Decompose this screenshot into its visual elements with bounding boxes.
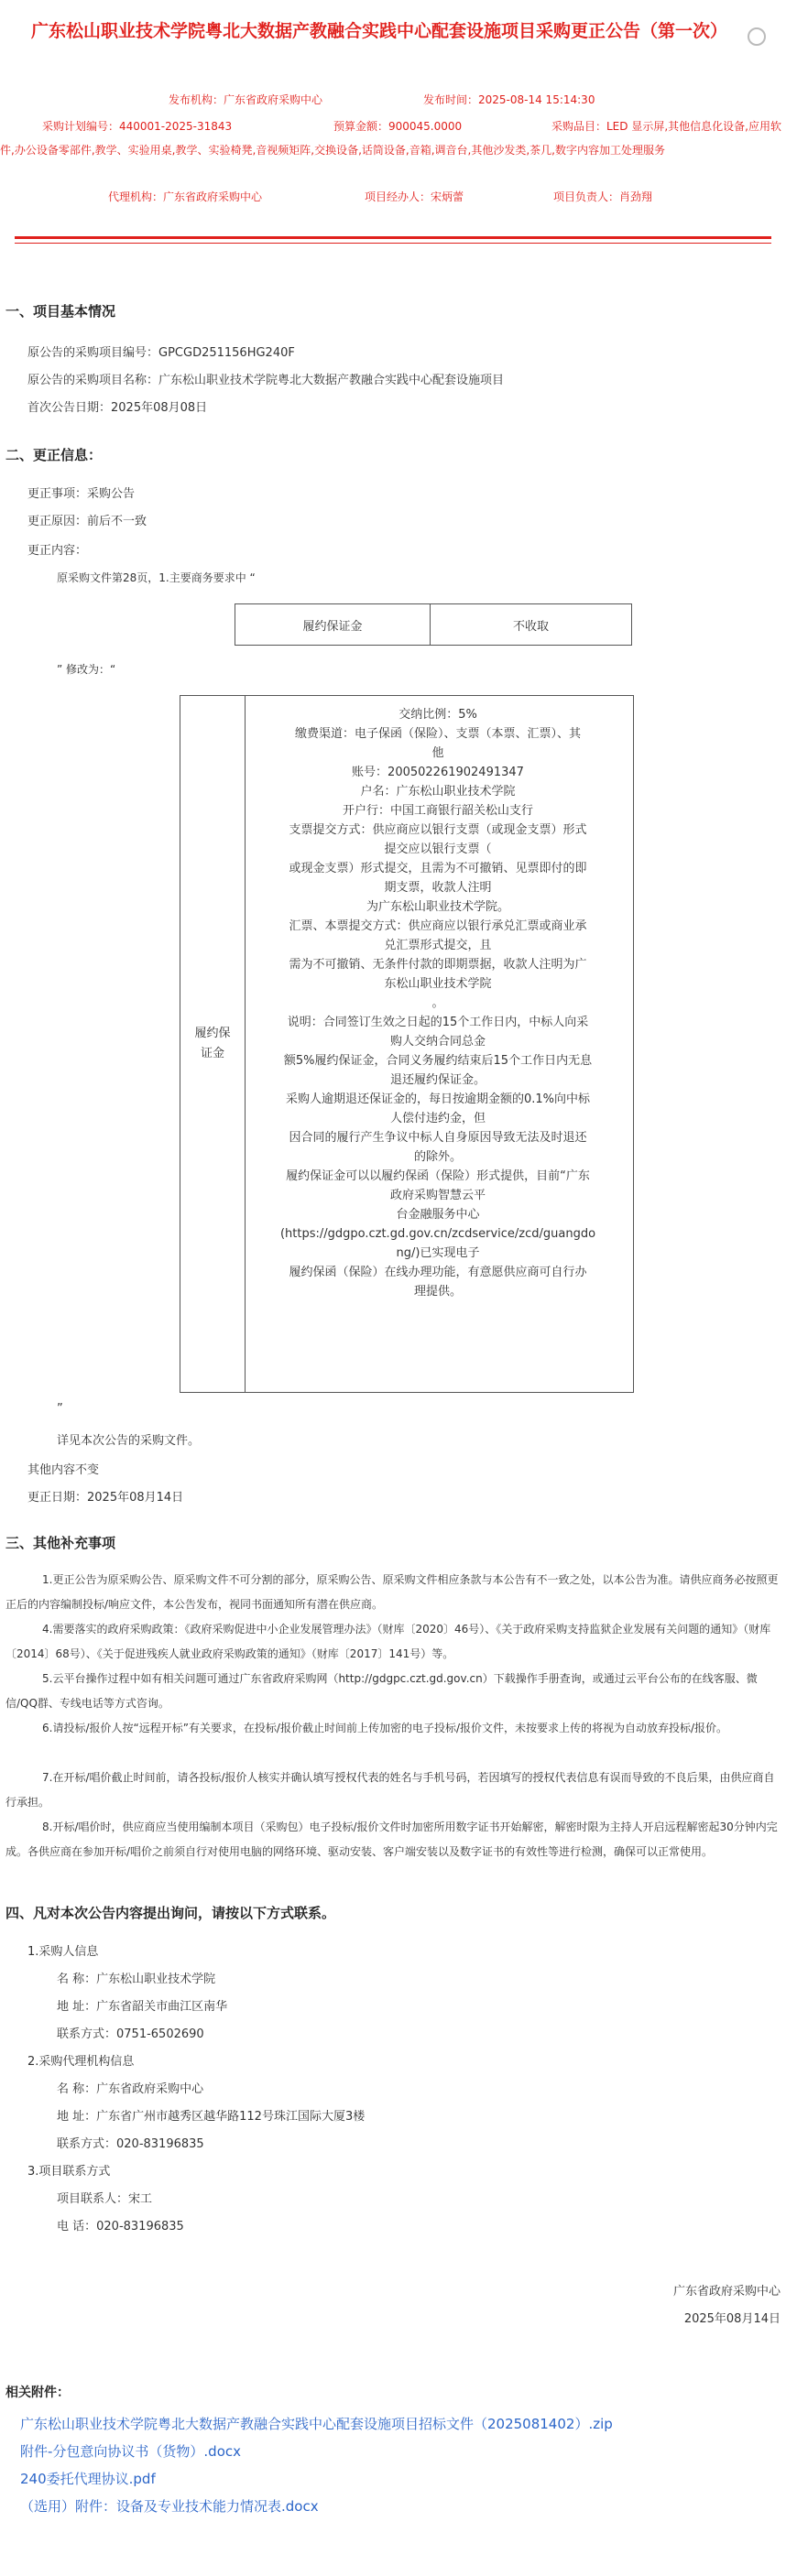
table2-line: ng/)已实现电子 — [396, 1246, 480, 1260]
table2-line: 履约保证金可以以履约保函（保险）形式提供，目前“广东 — [286, 1169, 590, 1183]
section-1-title: 一、项目基本情况 — [5, 303, 116, 320]
attachment-link[interactable]: 240委托代理协议.pdf — [20, 2471, 156, 2487]
change-content-label: 更正内容： — [27, 544, 88, 558]
supplement-para-1: 1.更正公告为原采购公告、原采购文件不可分割的部分，原采购公告、原采购文件相应条款与本公告有不一致之处，以本公告为准。请供应商务必按照更正后的内容编制投标/响应文件，本公告发布，视同书面通知所有潜在供应商。 — [5, 1573, 779, 1611]
share-icon[interactable] — [748, 27, 766, 46]
plan-no: 采购计划编号：440001-2025-31843 — [42, 120, 233, 133]
agency-phone: 联系方式：020-83196835 — [57, 2137, 204, 2151]
supplement-para-8: 8.开标/唱价时，供应商应当使用编制本项目（采购包）电子投标/报价文件时加密所用数字证书开始解密，解密时限为主持人开启远程解密起30分钟内完成。各供应商在参加开标/唱价之前须自行对使用电脑的网络环境、驱动安装、客户端安装以及数字证书的有效性等进行检测，确保可以正常使用。 — [5, 1821, 778, 1858]
table2-line: 购人交纳合同总金 — [389, 1035, 486, 1049]
table2-line: 采购人逾期退还保证金的，每日按逾期金额的0.1%向中标 — [285, 1092, 591, 1106]
changed-to: ” 修改为：“ — [57, 663, 116, 676]
table2-line: 台金融服务中心 — [396, 1208, 480, 1222]
attachment-link[interactable]: （选用）附件：设备及专业技术能力情况表.docx — [20, 2498, 319, 2515]
table1-value: 不收取 — [431, 604, 632, 646]
agency-title: 2.采购代理机构信息 — [27, 2055, 135, 2069]
publish-time: 发布时间：2025-08-14 15:14:30 — [423, 93, 595, 106]
see-doc: 详见本次公告的采购文件。 — [57, 1434, 201, 1448]
table2-label-cell — [180, 696, 246, 1392]
table2-line: 需为不可撤销、无条件付款的即期票据，收款人注明为广 — [289, 958, 587, 972]
table2-line: 政府采购智慧云平 — [389, 1189, 486, 1202]
budget: 预算金额：900045.0000 — [333, 120, 463, 133]
agent: 代理机构：广东省政府采购中心 — [108, 190, 263, 203]
publish-org: 发布机构：广东省政府采购中心 — [169, 93, 323, 106]
red-divider-thin — [15, 243, 771, 244]
table2-line: 或现金支票）形式提交，且需为不可撤销、见票即付的即 — [289, 862, 587, 875]
page-title: 广东松山职业技术学院粤北大数据产教融合实践中心配套设施项目采购更正公告（第一次） — [30, 21, 727, 41]
agency-name: 名 称：广东省政府采购中心 — [57, 2082, 204, 2096]
attachment-link[interactable]: 广东松山职业技术学院粤北大数据产教融合实践中心配套设施项目招标文件（2025081402）.zip — [20, 2416, 613, 2432]
table2-content — [246, 705, 630, 1301]
category: 采购品目：LED 显示屏,其他信息化设备,应用软件,办公设备零部件,教学、实验用桌,教学、实验椅凳,音视频矩阵,交换设备,话筒设备,音箱,调音台,其他沙发类,茶几,数字内容加工处理服务 — [0, 120, 781, 157]
agency-address: 地 址：广东省广州市越秀区越华路112号珠江国际大厦3楼 — [57, 2110, 366, 2124]
attachments-title: 相关附件： — [5, 2386, 70, 2400]
handler: 项目经办人：宋炳蕾 — [365, 190, 464, 203]
orig-project-name: 原公告的采购项目名称：广东松山职业技术学院粤北大数据产教融合实践中心配套设施项目 — [27, 374, 505, 387]
red-divider — [15, 236, 771, 239]
sign-date: 2025年08月14日 — [683, 2312, 781, 2326]
section-2-title: 二、更正信息： — [5, 447, 103, 463]
table2-line: 期支票，收款人注明 — [384, 881, 492, 895]
purchaser-title: 1.采购人信息 — [27, 1945, 99, 1959]
change-reason: 更正原因：前后不一致 — [27, 515, 147, 528]
supplement-para-5: 5.云平台操作过程中如有相关问题可通过广东省政府采购网（http://gdgpc.czt.gd.gov.cn）下载操作手册查询，或通过云平台公布的在线客服、微信/QQ群、专线电话等方式咨询。 — [5, 1672, 758, 1710]
orig-project-no: 原公告的采购项目编号：GPCGD251156HG240F — [27, 346, 295, 360]
table1-label: 履约保证金 — [235, 604, 431, 646]
project-contact-phone: 电 话：020-83196835 — [57, 2220, 184, 2234]
original-table — [235, 603, 632, 646]
table2-line: (https://gdgpo.czt.gd.gov.cn/zcdservice/zcd/guangdo — [279, 1227, 596, 1241]
project-contact-person: 项目联系人：宋工 — [57, 2192, 153, 2206]
table2-line: 交纳比例：5% — [398, 708, 477, 722]
table2-line: 兑汇票形式提交，且 — [384, 939, 492, 952]
original-intro: 原采购文件第28页，1.主要商务要求中 “ — [57, 571, 256, 584]
table2-line: 额5%履约保证金，合同义务履约结束后15个工作日内无息 — [283, 1054, 593, 1068]
table2-line: 退还履约保证金。 — [389, 1073, 486, 1087]
table2-line: 为广东松山职业技术学院。 — [366, 900, 509, 914]
table2-line: 人偿付违约金，但 — [389, 1112, 486, 1125]
updated-table — [180, 695, 634, 1393]
project-contact-title: 3.项目联系方式 — [27, 2165, 111, 2179]
table2-line: 说明：合同签订生效之日起的15个工作日内，中标人向采 — [287, 1016, 589, 1029]
close-quote: ” — [57, 1402, 63, 1416]
table2-line: 履约保函（保险）在线办理功能，有意愿供应商可自行办 — [289, 1266, 587, 1279]
section-3-title: 三、其他补充事项 — [5, 1535, 116, 1551]
table2-line: 缴费渠道：电子保函（保险）、支票（本票、汇票）、其 — [294, 727, 581, 741]
table2-line: 理提供。 — [413, 1285, 462, 1299]
table2-line: 账号：2005022619024913​47 — [352, 766, 524, 779]
first-publish-date: 首次公告日期：2025年08月08日 — [27, 401, 208, 415]
section-4-title: 四、凡对本次公告内容提出询问，请按以下方式联系。 — [5, 1905, 336, 1921]
table2-line: 因合同的履行产生争议中标人自身原因导致无法及时退还 — [289, 1131, 587, 1145]
supplement-para-6: 6.请投标/报价人按“远程开标”有关要求，在投标/报价截止时间前上传加密的电子投标/报价文件，未按要求上传的将视为自动放弃投标/报价。 — [42, 1722, 728, 1734]
purchaser-phone: 联系方式：0751-6502690 — [57, 2027, 204, 2041]
table2-line: 。 — [431, 996, 444, 1010]
purchaser-name: 名 称：广东松山职业技术学院 — [57, 1973, 216, 1986]
table2-line: 东松山职业技术学院 — [384, 977, 492, 991]
purchaser-address: 地 址：广东省韶关市曲江区南华 — [57, 2000, 228, 2014]
table2-line: 汇票、本票提交方式：供应商应以银行承兑汇票或商业承 — [289, 919, 587, 933]
supplement-para-7: 7.在开标/唱价截止时间前，请各投标/报价人核实并确认填写授权代表的姓名与手机号码，若因填写的授权代表信息有误而导致的不良后果，由供应商自行承担。 — [5, 1771, 775, 1809]
table2-line: 户名：广东松山职业技术学院 — [360, 785, 516, 799]
sign-org: 广东省政府采购中心 — [672, 2285, 781, 2299]
other-unchanged: 其他内容不变 — [27, 1463, 100, 1477]
change-item: 更正事项：采购公告 — [27, 487, 136, 501]
table2-line: 提交应以银行支票（ — [384, 842, 492, 856]
table2-label: 履约保证金 — [194, 1027, 231, 1060]
table2-line: 开户行：中国工商银行韶关松山支行 — [342, 804, 533, 818]
change-date: 更正日期：2025年08月14日 — [27, 1491, 184, 1505]
attachment-link[interactable]: 附件-分包意向协议书（货物）.docx — [20, 2443, 242, 2460]
supplement-para-4: 4.需要落实的政府采购政策：《政府采购促进中小企业发展管理办法》（财库〔2020〕46号）、《关于政府采购支持监狱企业发展有关问题的通知》（财库〔2014〕68号）、《关于促进残疾人就业政府采购政策的通知》（财库〔2017〕141号）等。 — [5, 1623, 771, 1660]
table2-line: 他 — [431, 746, 444, 760]
table2-line: 的除外。 — [413, 1150, 462, 1164]
table2-line: 支票提交方式：供应商应以银行支票（或现金支票）形式 — [289, 823, 587, 837]
leader: 项目负责人：肖劲翔 — [553, 190, 653, 203]
